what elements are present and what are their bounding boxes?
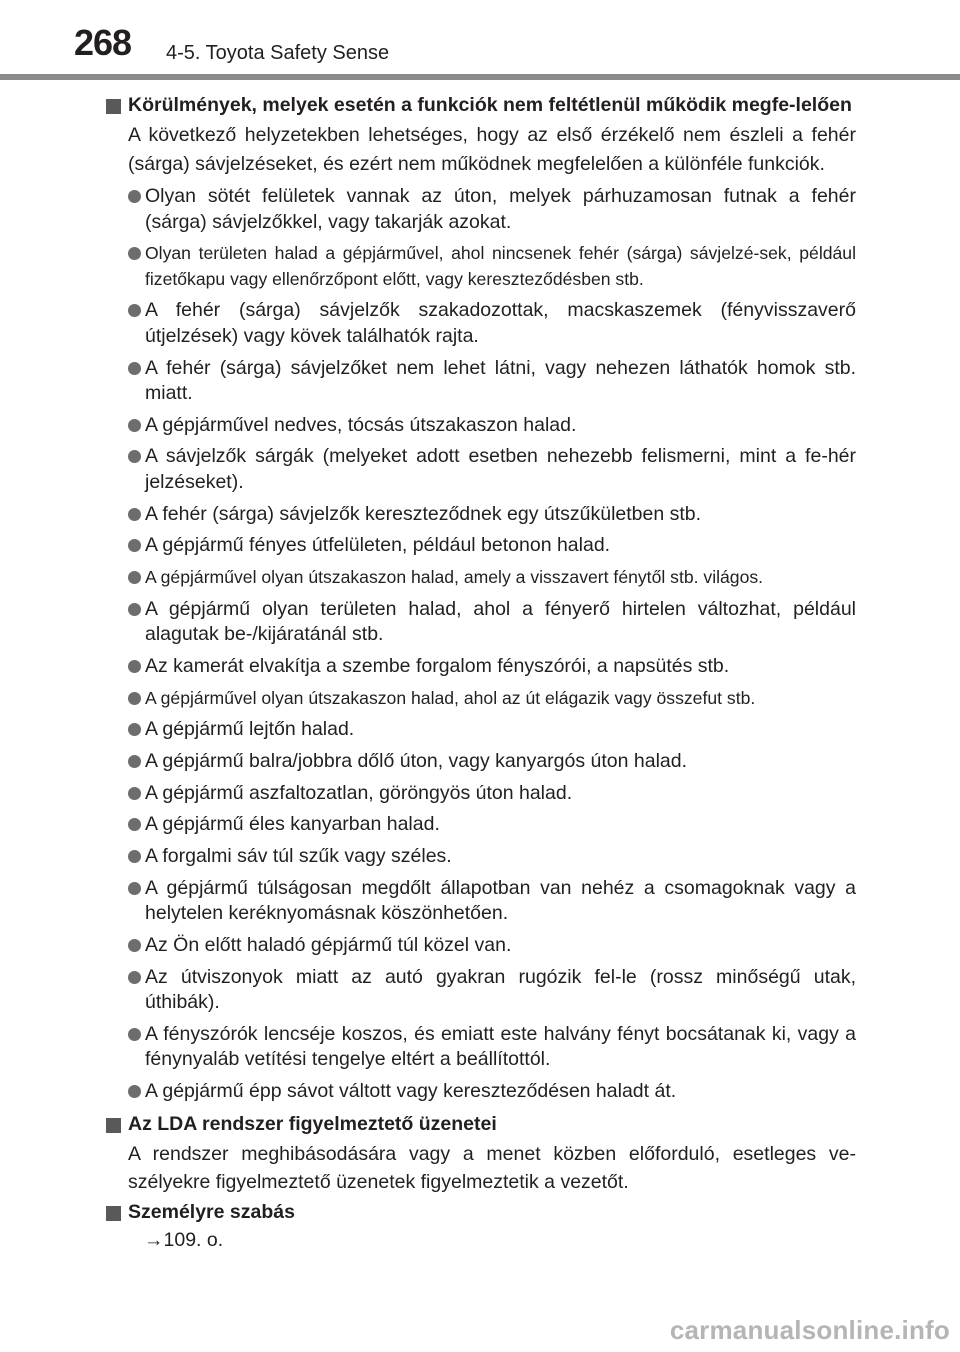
list-item: [128, 502, 856, 528]
list-item: [128, 597, 856, 648]
list-item-text: Olyan területen halad a gépjárművel, ahol nincsenek fehér (sárga) sávjelzé-sek, például fizetőkapu vagy ellenőrzőpont előtt, vagy kereszteződésben stb.: [145, 243, 856, 289]
list-item-text: A gépjármű aszfaltozatlan, göröngyös úton halad.: [145, 781, 573, 804]
section-heading-text: Az LDA rendszer figyelmeztető üzenetei: [128, 1112, 497, 1135]
list-item-text: A gépjármű túlságosan megdőlt állapotban van nehéz a csomagoknak vagy a helytelen keréknyomásnak köszönhetően.: [145, 876, 856, 925]
section-heading-text: Személyre szabás: [128, 1200, 295, 1223]
circle-bullet-icon: [128, 247, 141, 260]
list-item-text: A gépjárművel olyan útszakaszon halad, ahol az út elágazik vagy összefut stb.: [145, 687, 756, 708]
list-item-text: Az kamerát elvakítja a szembe forgalom fényszórói, a napsütés stb.: [145, 654, 730, 677]
circle-bullet-icon: [128, 850, 141, 863]
circle-bullet-icon: [128, 1028, 141, 1041]
circle-bullet-icon: [128, 971, 141, 984]
circle-bullet-icon: [128, 723, 141, 736]
square-bullet-icon: [106, 99, 121, 114]
list-item: [128, 533, 856, 559]
list-item-text: A gépjármű lejtőn halad.: [145, 718, 355, 741]
section-lda-messages: [106, 1111, 856, 1197]
circle-bullet-icon: [128, 939, 141, 952]
circle-bullet-icon: [128, 603, 141, 616]
list-item-text: A gépjármű balra/jobbra dőlő úton, vagy kanyargós úton halad.: [145, 749, 688, 772]
page-number: 268: [74, 22, 132, 63]
list-item: [128, 965, 856, 1016]
circle-bullet-icon: [128, 755, 141, 768]
list-item-text: A gépjárművel nedves, tócsás útszakaszon halad.: [145, 413, 577, 436]
list-item-text: A fehér (sárga) sávjelzők kereszteződnek egy útszűkületben stb.: [145, 502, 702, 525]
circle-bullet-icon: [128, 818, 141, 831]
list-item: [128, 749, 856, 775]
list-item: [128, 184, 856, 235]
circle-bullet-icon: [128, 419, 141, 432]
watermark: carmanualsonline.info: [669, 1315, 950, 1345]
section-customization: [106, 1199, 856, 1254]
section-heading: [106, 1111, 856, 1138]
list-item-text: A gépjármű fényes útfelületen, például betonon halad.: [145, 534, 611, 557]
list-item-text: A gépjármű éles kanyarban halad.: [145, 813, 440, 836]
circle-bullet-icon: [128, 571, 141, 584]
square-bullet-icon: [106, 1118, 121, 1133]
list-item: [128, 686, 856, 712]
section-intro: A következő helyzetekben lehetséges, hogy az első érzékelő nem észleli a fehér (sárga) sávjelzéseket, és ezért nem működnek megfelelően a különféle funkciók.: [128, 124, 856, 175]
list-item-text: A gépjárművel olyan útszakaszon halad, amely a visszavert fénytől stb. világos.: [145, 567, 764, 587]
list-item: [128, 356, 856, 407]
header-rule: [0, 74, 960, 80]
list-item-text: Olyan sötét felületek vannak az úton, melyek párhuzamosan futnak a fehér (sárga) sávjelzőkkel, vagy takarják azokat.: [145, 185, 856, 233]
list-item-text: A gépjármű olyan területen halad, ahol a fényerő hirtelen változhat, például alagutak be-/kijáratánál stb.: [145, 597, 856, 646]
list-item: [128, 781, 856, 807]
square-bullet-icon: [106, 1206, 121, 1221]
circle-bullet-icon: [128, 660, 141, 673]
list-item: [128, 1022, 856, 1073]
condition-list: [106, 184, 856, 1104]
list-item-text: Az útviszonyok miatt az autó gyakran rugózik fel-le (rossz minőségű utak, úthibák).: [145, 965, 856, 1014]
list-item: [128, 812, 856, 838]
page-content: [106, 92, 856, 1256]
list-item: [128, 876, 856, 927]
circle-bullet-icon: [128, 1085, 141, 1098]
circle-bullet-icon: [128, 882, 141, 895]
list-item: [128, 444, 856, 495]
circle-bullet-icon: [128, 304, 141, 317]
list-item-text: A forgalmi sáv túl szűk vagy széles.: [145, 845, 452, 867]
list-item-text: A gépjármű épp sávot váltott vagy kereszteződésen haladt át.: [145, 1079, 677, 1102]
list-item-text: A fehér (sárga) sávjelzők szakadozottak, macskaszemek (fényvisszaverő útjelzések) vagy kövek találhatók rajta.: [145, 299, 856, 347]
list-item-text: A fényszórók lencséje koszos, és emiatt este halvány fényt bocsátanak ki, vagy a fénynyaláb vetítési tengelye eltért a beállítottól.: [145, 1022, 856, 1071]
circle-bullet-icon: [128, 190, 141, 203]
section-heading: [106, 92, 856, 119]
section-heading-text: Körülmények, melyek esetén a funkciók nem feltétlenül működik megfe-lelően: [128, 94, 852, 116]
section-title: 4-5. Toyota Safety Sense: [166, 42, 390, 64]
list-item: [128, 933, 856, 959]
page-header: [0, 0, 960, 80]
circle-bullet-icon: [128, 450, 141, 463]
list-item: [128, 241, 856, 292]
list-item-text: A fehér (sárga) sávjelzőket nem lehet látni, vagy nehezen láthatók homok stb. miatt.: [145, 356, 856, 405]
list-item: [128, 413, 856, 439]
list-item: [128, 565, 856, 591]
list-item: [128, 844, 856, 870]
section-intro: A rendszer meghibásodására vagy a menet közben előforduló, esetleges ve-szélyekre figyelmeztető üzenetek figyelmeztetik a vezetőt.: [128, 1142, 856, 1194]
circle-bullet-icon: [128, 692, 141, 705]
circle-bullet-icon: [128, 539, 141, 552]
circle-bullet-icon: [128, 508, 141, 521]
section-heading: [106, 1199, 856, 1226]
circle-bullet-icon: [128, 362, 141, 375]
circle-bullet-icon: [128, 787, 141, 800]
list-item: [128, 298, 856, 349]
page-reference-link[interactable]: →109. o.: [144, 1228, 224, 1251]
list-item: [128, 717, 856, 743]
list-item-text: Az Ön előtt haladó gépjármű túl közel van.: [145, 933, 512, 956]
section-conditions: [106, 92, 856, 1104]
list-item: [128, 1079, 856, 1105]
list-item-text: A sávjelzők sárgák (melyeket adott esetben nehezebb felismerni, mint a fe-hér jelzéseket).: [145, 445, 856, 493]
list-item: [128, 654, 856, 680]
